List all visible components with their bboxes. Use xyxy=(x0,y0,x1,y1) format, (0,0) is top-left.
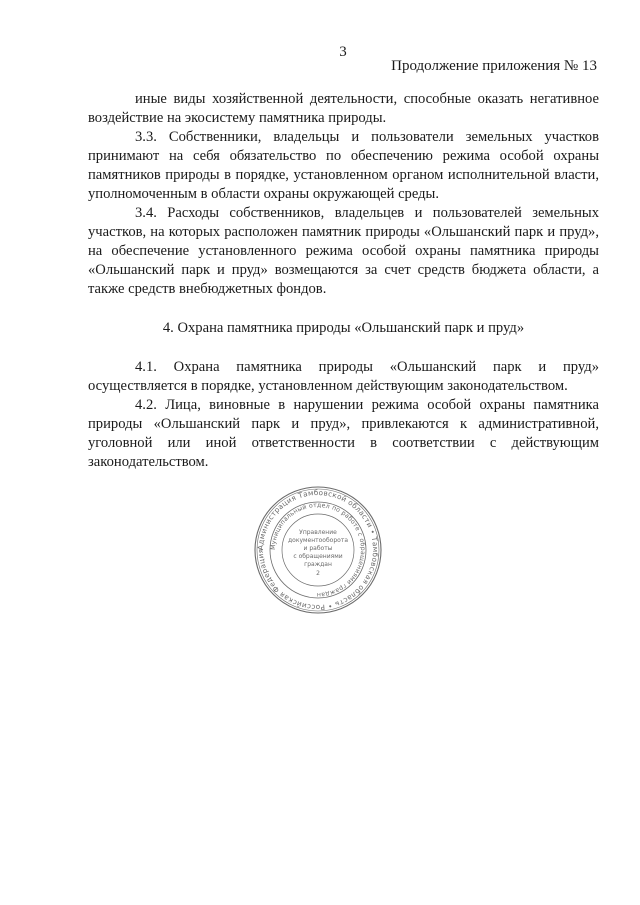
official-stamp xyxy=(252,484,384,616)
stamp-center-line: документооборота xyxy=(288,537,348,544)
paragraph-continuation: иные виды хозяйственной деятельности, способные оказать негативное воздействие на экосистему памятника природы. xyxy=(88,91,599,126)
continuation-label: Продолжение приложения № 13 xyxy=(391,58,597,74)
stamp-center-line: граждан xyxy=(304,561,332,568)
paragraph-3-3: 3.3. Собственники, владельцы и пользователи земельных участков принимают на себя обязательство по обеспечению режима особой охраны памятников природы в порядке, установленном органом исполнительной власти, уполномоченным в области охраны окружающей среды. xyxy=(88,129,599,202)
stamp-inner-text: Муниципальный отдел по работе с обращениями граждан xyxy=(269,501,367,599)
stamp-center-number: 2 xyxy=(316,570,320,577)
page-number: 3 xyxy=(339,44,347,60)
section-heading: 4. Охрана памятника природы «Ольшанский парк и пруд» xyxy=(162,320,525,336)
stamp-center-line: и работы xyxy=(303,545,333,552)
document-body xyxy=(88,90,599,472)
paragraph-4-2: 4.2. Лица, виновные в нарушении режима особой охраны памятника природы «Ольшанский парк и пруд», привлекаются к административной, уголовной или иной ответственности в соответствии с действующим законодательством. xyxy=(88,397,599,470)
paragraph-3-4: 3.4. Расходы собственников, владельцев и пользователей земельных участков, на которых расположен памятник природы «Ольшанский парк и пруд», на обеспечение установленного режима особой охраны памятника природы «Ольшанский парк и пруд» возмещаются за счет средств бюджета области, а также средств внебюджетных фондов. xyxy=(88,205,599,297)
paragraph-4-1: 4.1. Охрана памятника природы «Ольшанский парк и пруд» осуществляется в порядке, установленном действующим законодательством. xyxy=(88,359,599,394)
stamp-seal-icon xyxy=(252,484,384,616)
stamp-center-line: с обращениями xyxy=(293,553,343,560)
stamp-outer-text: Администрация Тамбовской области • Тамбовская область • Российская Федерация xyxy=(255,487,381,613)
stamp-center-line: Управление xyxy=(299,529,337,536)
